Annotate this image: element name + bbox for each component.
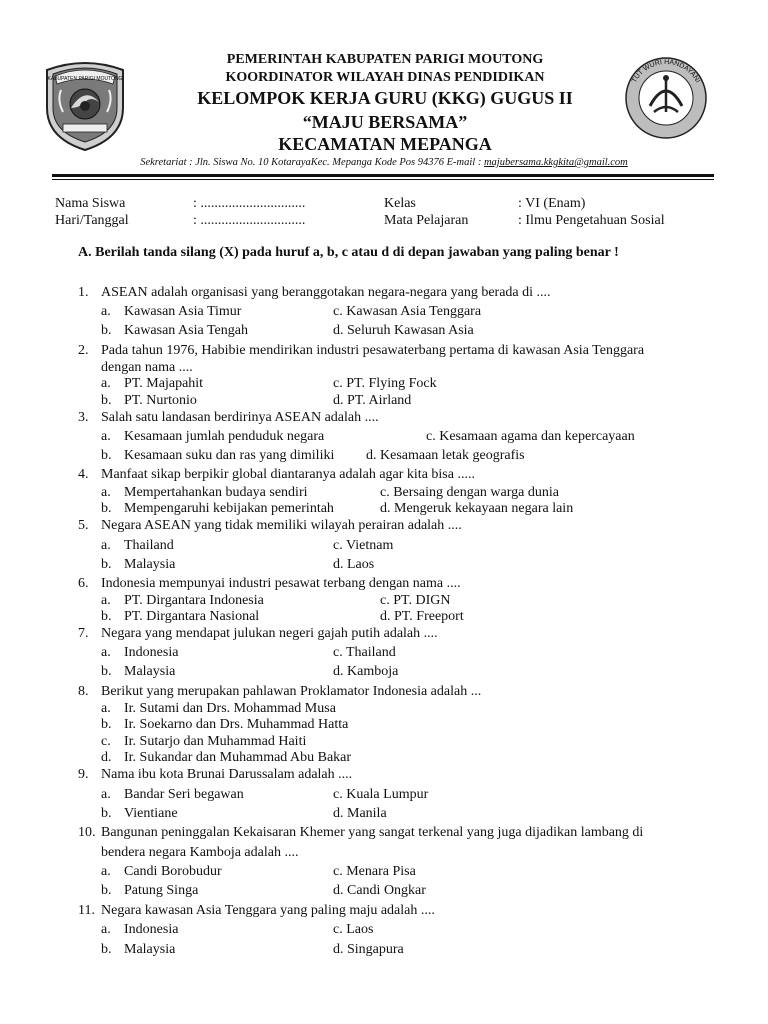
option-a[interactable]: Ir. Sutami dan Drs. Mohammad Musa: [124, 701, 336, 716]
option-letter: b.: [101, 717, 112, 732]
address-text: Sekretariat : Jln. Siswa No. 10 KotarayaKec. Mepanga Kode Pos 94376 E-mail :: [140, 157, 484, 168]
date-label: Hari/Tanggal: [55, 213, 129, 228]
option-letter: b.: [101, 883, 112, 898]
question-number: 9.: [78, 767, 89, 782]
coordinator-heading: KOORDINATOR WILAYAH DINAS PENDIDIKAN: [225, 70, 545, 85]
question-text: Salah satu landasan berdirinya ASEAN adalah ....: [101, 410, 379, 425]
option-c[interactable]: c. Bersaing dengan warga dunia: [380, 485, 559, 500]
question-text: Indonesia mempunyai industri pesawat terbang dengan nama ....: [101, 576, 461, 591]
option-b[interactable]: Patung Singa: [124, 883, 199, 898]
option-a[interactable]: Mempertahankan budaya sendiri: [124, 485, 308, 500]
tut-wuri-text: TUT WURI HANDAYANI: [630, 58, 702, 85]
option-letter: b.: [101, 557, 112, 572]
student-name-blank: : ..............................: [193, 196, 306, 211]
question-text: Negara kawasan Asia Tenggara yang paling maju adalah ....: [101, 903, 435, 918]
class-label: Kelas: [384, 196, 416, 211]
option-letter: b.: [101, 609, 112, 624]
option-b[interactable]: Ir. Soekarno dan Drs. Muhammad Hatta: [124, 717, 349, 732]
option-a[interactable]: Thailand: [124, 538, 174, 553]
question-text: Manfaat sikap berpikir global diantaranya adalah agar kita bisa .....: [101, 467, 475, 482]
option-c[interactable]: c. Thailand: [333, 645, 396, 660]
option-b[interactable]: Malaysia: [124, 664, 176, 679]
question-number: 6.: [78, 576, 89, 591]
motto-heading: “MAJU BERSAMA”: [302, 112, 468, 132]
option-letter: b.: [101, 448, 112, 463]
option-letter: a.: [101, 593, 111, 608]
option-a[interactable]: Indonesia: [124, 922, 179, 937]
district-heading: KECAMATAN MEPANGA: [278, 134, 492, 154]
option-letter: a.: [101, 538, 111, 553]
option-c[interactable]: c. Kawasan Asia Tenggara: [333, 304, 482, 319]
question-text: Negara ASEAN yang tidak memiliki wilayah perairan adalah ....: [101, 518, 462, 533]
option-a[interactable]: Indonesia: [124, 645, 179, 660]
option-letter: a.: [101, 864, 111, 879]
option-b[interactable]: PT. Nurtonio: [124, 393, 197, 408]
option-letter: a.: [101, 304, 111, 319]
question-number: 4.: [78, 467, 89, 482]
header-divider-thin: [52, 179, 714, 180]
option-d[interactable]: d. Kamboja: [333, 664, 399, 679]
question-text: Nama ibu kota Brunai Darussalam adalah ....: [101, 767, 353, 782]
question-text: ASEAN adalah organisasi yang beranggotakan negara-negara yang berada di ....: [101, 285, 551, 300]
question-number: 8.: [78, 684, 89, 699]
option-b[interactable]: Kawasan Asia Tengah: [124, 323, 248, 338]
option-c[interactable]: c. Kuala Lumpur: [333, 787, 429, 802]
header-divider-thick: [52, 174, 714, 177]
option-c[interactable]: c. Menara Pisa: [333, 864, 416, 879]
option-b[interactable]: PT. Dirgantara Nasional: [124, 609, 260, 624]
option-letter: b.: [101, 664, 112, 679]
option-d[interactable]: d. Candi Ongkar: [333, 883, 426, 898]
option-letter: a.: [101, 429, 111, 444]
email-link[interactable]: majubersama.kkgkita@gmail.com: [483, 157, 628, 168]
option-letter: a.: [101, 787, 111, 802]
question-text: Bangunan peninggalan Kekaisaran Khemer yang sangat terkenal yang juga dijadikan lambang di: [101, 825, 644, 840]
option-d[interactable]: d. PT. Airland: [333, 393, 412, 408]
option-a[interactable]: Kesamaan jumlah penduduk negara: [124, 429, 325, 444]
question-number: 3.: [78, 410, 89, 425]
date-blank: : ..............................: [193, 213, 306, 228]
option-letter: b.: [101, 942, 112, 957]
option-a[interactable]: PT. Dirgantara Indonesia: [124, 593, 264, 608]
question-text: Pada tahun 1976, Habibie mendirikan industri pesawaterbang pertama di kawasan Asia Tenggara: [101, 343, 645, 358]
subject-label: Mata Pelajaran: [384, 213, 469, 228]
option-d[interactable]: d. Laos: [333, 557, 375, 572]
option-letter: b.: [101, 323, 112, 338]
option-letter: a.: [101, 922, 111, 937]
option-letter: a.: [101, 701, 111, 716]
option-c[interactable]: c. Laos: [333, 922, 374, 937]
option-c[interactable]: c. PT. DIGN: [380, 593, 451, 608]
subject-value: : Ilmu Pengetahuan Sosial: [518, 213, 665, 228]
option-letter: c.: [101, 734, 111, 749]
question-number: 5.: [78, 518, 89, 533]
question-text: Negara yang mendapat julukan negeri gajah putih adalah ....: [101, 626, 438, 641]
option-a[interactable]: PT. Majapahit: [124, 376, 204, 391]
question-text-continued: dengan nama ....: [101, 360, 193, 375]
kkg-heading: KELOMPOK KERJA GURU (KKG) GUGUS II: [197, 88, 573, 108]
option-b[interactable]: Vientiane: [124, 806, 178, 821]
option-d[interactable]: Ir. Sukandar dan Muhammad Abu Bakar: [124, 750, 352, 765]
question-number: 10.: [78, 825, 96, 840]
option-c[interactable]: Ir. Sutarjo dan Muhammad Haiti: [124, 734, 307, 749]
option-c[interactable]: c. Kesamaan agama dan kepercayaan: [426, 429, 635, 444]
tut-wuri-handayani-icon: [620, 56, 712, 140]
option-b[interactable]: Mempengaruhi kebijakan pemerintah: [124, 501, 334, 516]
option-d[interactable]: d. Singapura: [333, 942, 404, 957]
option-d[interactable]: d. Kesamaan letak geografis: [366, 448, 525, 463]
question-text-continued: bendera negara Kamboja adalah ....: [101, 845, 299, 860]
question-number: 2.: [78, 343, 89, 358]
option-letter: a.: [101, 485, 111, 500]
option-c[interactable]: c. PT. Flying Fock: [333, 376, 437, 391]
option-a[interactable]: Bandar Seri begawan: [124, 787, 244, 802]
option-b[interactable]: Malaysia: [124, 557, 176, 572]
option-letter: a.: [101, 645, 111, 660]
option-a[interactable]: Kawasan Asia Timur: [124, 304, 242, 319]
option-letter: b.: [101, 501, 112, 516]
option-b[interactable]: Malaysia: [124, 942, 176, 957]
option-d[interactable]: d. Seluruh Kawasan Asia: [333, 323, 474, 338]
question-text: Berikut yang merupakan pahlawan Proklamator Indonesia adalah ...: [101, 684, 482, 699]
section-a-instruction: A. Berilah tanda silang (X) pada huruf a, b, c atau d di depan jawaban yang paling benar !: [78, 245, 619, 260]
option-d[interactable]: d. Mengeruk kekayaan negara lain: [380, 501, 574, 516]
option-letter: d.: [101, 750, 112, 765]
option-d[interactable]: d. PT. Freeport: [380, 609, 464, 624]
emblem-text: KABUPATEN PARIGI MOUTONG: [47, 76, 123, 82]
student-name-label: Nama Siswa: [55, 196, 126, 211]
option-letter: b.: [101, 393, 112, 408]
regency-emblem-icon: [41, 56, 129, 152]
government-heading: PEMERINTAH KABUPATEN PARIGI MOUTONG: [226, 52, 544, 67]
question-number: 11.: [78, 903, 95, 918]
question-number: 7.: [78, 626, 89, 641]
class-value: : VI (Enam): [518, 196, 586, 211]
option-c[interactable]: c. Vietnam: [333, 538, 394, 553]
option-letter: a.: [101, 376, 111, 391]
question-number: 1.: [78, 285, 89, 300]
option-a[interactable]: Candi Borobudur: [124, 864, 222, 879]
option-d[interactable]: d. Manila: [333, 806, 387, 821]
secretariat-address: [0, 157, 768, 168]
option-letter: b.: [101, 806, 112, 821]
option-b[interactable]: Kesamaan suku dan ras yang dimiliki: [124, 448, 335, 463]
